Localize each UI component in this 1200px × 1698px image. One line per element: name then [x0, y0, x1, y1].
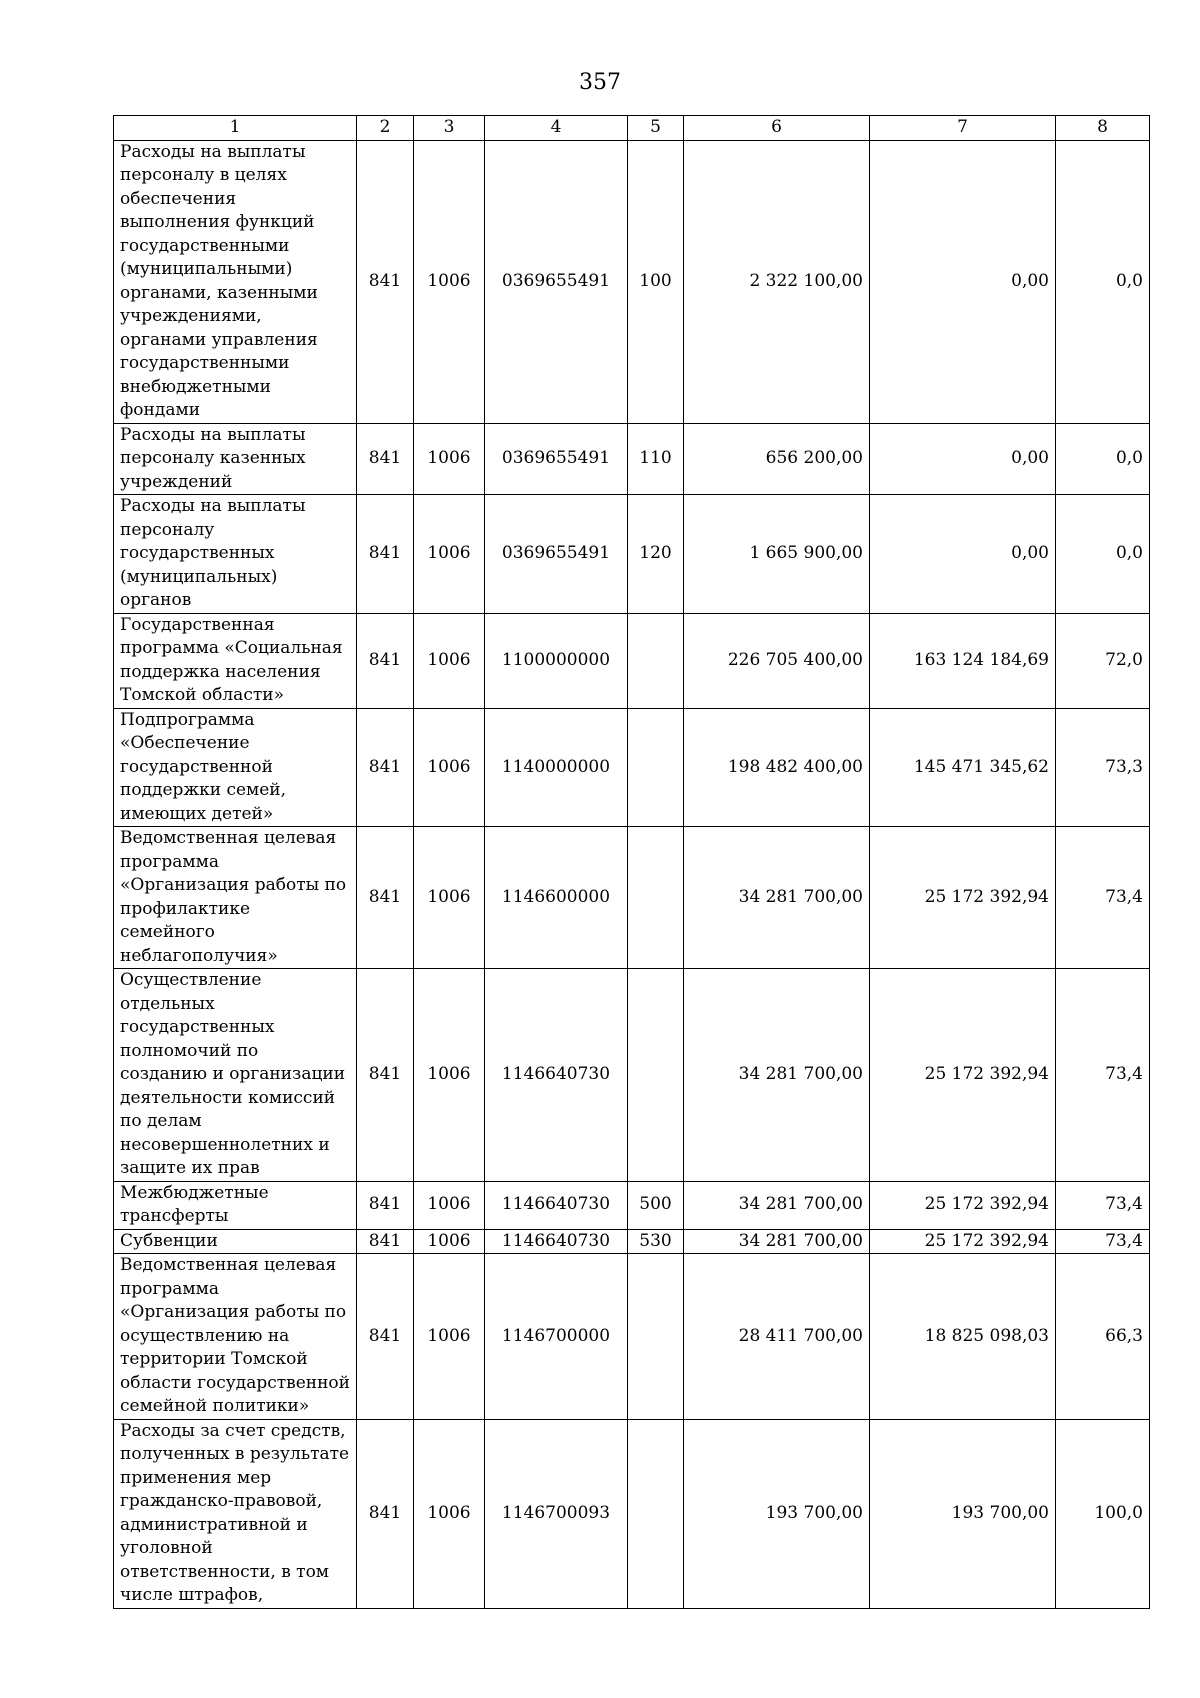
row-percent: 0,0: [1056, 495, 1150, 614]
row-name: Расходы за счет средств, полученных в результате применения мер гражданско-правовой, административной и уголовной ответственности, в том числе штрафов,: [114, 1419, 357, 1608]
row-section: 1006: [414, 495, 485, 614]
row-target: 1146700000: [485, 1254, 628, 1420]
column-header-target: 4: [485, 116, 628, 141]
table-row: [114, 613, 1150, 708]
row-percent: 73,4: [1056, 969, 1150, 1182]
column-header-plan: 6: [684, 116, 870, 141]
row-plan: 34 281 700,00: [684, 969, 870, 1182]
row-name: Ведомственная целевая программа «Организация работы по профилактике семейного неблагополучия»: [114, 827, 357, 969]
row-target: 1100000000: [485, 613, 628, 708]
row-target: 1146640730: [485, 1181, 628, 1229]
row-section: 1006: [414, 613, 485, 708]
row-vr: [628, 613, 684, 708]
column-header-name: 1: [114, 116, 357, 141]
row-target: 0369655491: [485, 495, 628, 614]
column-header-actual: 7: [870, 116, 1056, 141]
row-grbs: 841: [357, 495, 414, 614]
row-percent: 73,4: [1056, 827, 1150, 969]
row-percent: 73,3: [1056, 708, 1150, 827]
row-section: 1006: [414, 708, 485, 827]
table-row: [114, 1229, 1150, 1254]
row-name: Ведомственная целевая программа «Организация работы по осуществлению на территории Томской области государственной семейной политики»: [114, 1254, 357, 1420]
row-vr: 100: [628, 140, 684, 423]
table-row: [114, 495, 1150, 614]
row-grbs: 841: [357, 827, 414, 969]
row-section: 1006: [414, 827, 485, 969]
row-section: 1006: [414, 1254, 485, 1420]
table-row: [114, 1419, 1150, 1608]
row-section: 1006: [414, 969, 485, 1182]
row-target: 1146600000: [485, 827, 628, 969]
row-vr: [628, 827, 684, 969]
row-actual: 0,00: [870, 140, 1056, 423]
table-row: [114, 827, 1150, 969]
row-actual: 18 825 098,03: [870, 1254, 1056, 1420]
table-row: [114, 140, 1150, 423]
column-header-percent: 8: [1056, 116, 1150, 141]
row-target: 0369655491: [485, 423, 628, 495]
row-vr: 120: [628, 495, 684, 614]
row-actual: 0,00: [870, 423, 1056, 495]
row-name: Государственная программа «Социальная поддержка населения Томской области»: [114, 613, 357, 708]
row-name: Расходы на выплаты персоналу казенных учреждений: [114, 423, 357, 495]
row-vr: 500: [628, 1181, 684, 1229]
table-row: [114, 423, 1150, 495]
row-actual: 163 124 184,69: [870, 613, 1056, 708]
row-actual: 25 172 392,94: [870, 1229, 1056, 1254]
row-grbs: 841: [357, 613, 414, 708]
table-row: [114, 1254, 1150, 1420]
row-percent: 72,0: [1056, 613, 1150, 708]
row-percent: 73,4: [1056, 1181, 1150, 1229]
column-header-vr: 5: [628, 116, 684, 141]
row-actual: 145 471 345,62: [870, 708, 1056, 827]
row-name: Расходы на выплаты персоналу в целях обеспечения выполнения функций государственными (муниципальными) органами, казенными учреждениями, органами управления государственными внебюджетными фондами: [114, 140, 357, 423]
row-section: 1006: [414, 1181, 485, 1229]
row-vr: [628, 708, 684, 827]
row-plan: 198 482 400,00: [684, 708, 870, 827]
row-section: 1006: [414, 1229, 485, 1254]
row-plan: 656 200,00: [684, 423, 870, 495]
row-percent: 100,0: [1056, 1419, 1150, 1608]
row-plan: 226 705 400,00: [684, 613, 870, 708]
row-target: 1146640730: [485, 969, 628, 1182]
row-name: Субвенции: [114, 1229, 357, 1254]
row-grbs: 841: [357, 423, 414, 495]
row-actual: 193 700,00: [870, 1419, 1056, 1608]
table-row: [114, 708, 1150, 827]
row-vr: [628, 1254, 684, 1420]
row-plan: 1 665 900,00: [684, 495, 870, 614]
row-actual: 25 172 392,94: [870, 1181, 1056, 1229]
row-grbs: 841: [357, 708, 414, 827]
page-number: 357: [579, 70, 621, 95]
row-plan: 34 281 700,00: [684, 827, 870, 969]
row-plan: 2 322 100,00: [684, 140, 870, 423]
row-actual: 0,00: [870, 495, 1056, 614]
row-section: 1006: [414, 1419, 485, 1608]
row-target: 1146700093: [485, 1419, 628, 1608]
row-grbs: 841: [357, 1254, 414, 1420]
row-name: Подпрограмма «Обеспечение государственной поддержки семей, имеющих детей»: [114, 708, 357, 827]
header-row: [114, 116, 1150, 141]
row-grbs: 841: [357, 1229, 414, 1254]
row-plan: 34 281 700,00: [684, 1229, 870, 1254]
row-grbs: 841: [357, 1181, 414, 1229]
row-vr: 530: [628, 1229, 684, 1254]
row-plan: 34 281 700,00: [684, 1181, 870, 1229]
row-percent: 0,0: [1056, 423, 1150, 495]
column-header-section: 3: [414, 116, 485, 141]
row-name: Осуществление отдельных государственных полномочий по созданию и организации деятельности комиссий по делам несовершеннолетних и защите их прав: [114, 969, 357, 1182]
row-percent: 66,3: [1056, 1254, 1150, 1420]
row-actual: 25 172 392,94: [870, 827, 1056, 969]
row-grbs: 841: [357, 140, 414, 423]
row-vr: 110: [628, 423, 684, 495]
row-percent: 73,4: [1056, 1229, 1150, 1254]
column-header-grbs: 2: [357, 116, 414, 141]
row-plan: 28 411 700,00: [684, 1254, 870, 1420]
row-section: 1006: [414, 423, 485, 495]
row-grbs: 841: [357, 969, 414, 1182]
row-target: 1140000000: [485, 708, 628, 827]
row-name: Межбюджетные трансферты: [114, 1181, 357, 1229]
table-row: [114, 1181, 1150, 1229]
row-target: 0369655491: [485, 140, 628, 423]
row-name: Расходы на выплаты персоналу государственных (муниципальных) органов: [114, 495, 357, 614]
row-target: 1146640730: [485, 1229, 628, 1254]
row-section: 1006: [414, 140, 485, 423]
budget-table: [113, 115, 1150, 1609]
row-percent: 0,0: [1056, 140, 1150, 423]
row-actual: 25 172 392,94: [870, 969, 1056, 1182]
table-row: [114, 969, 1150, 1182]
row-vr: [628, 969, 684, 1182]
row-vr: [628, 1419, 684, 1608]
row-grbs: 841: [357, 1419, 414, 1608]
row-plan: 193 700,00: [684, 1419, 870, 1608]
